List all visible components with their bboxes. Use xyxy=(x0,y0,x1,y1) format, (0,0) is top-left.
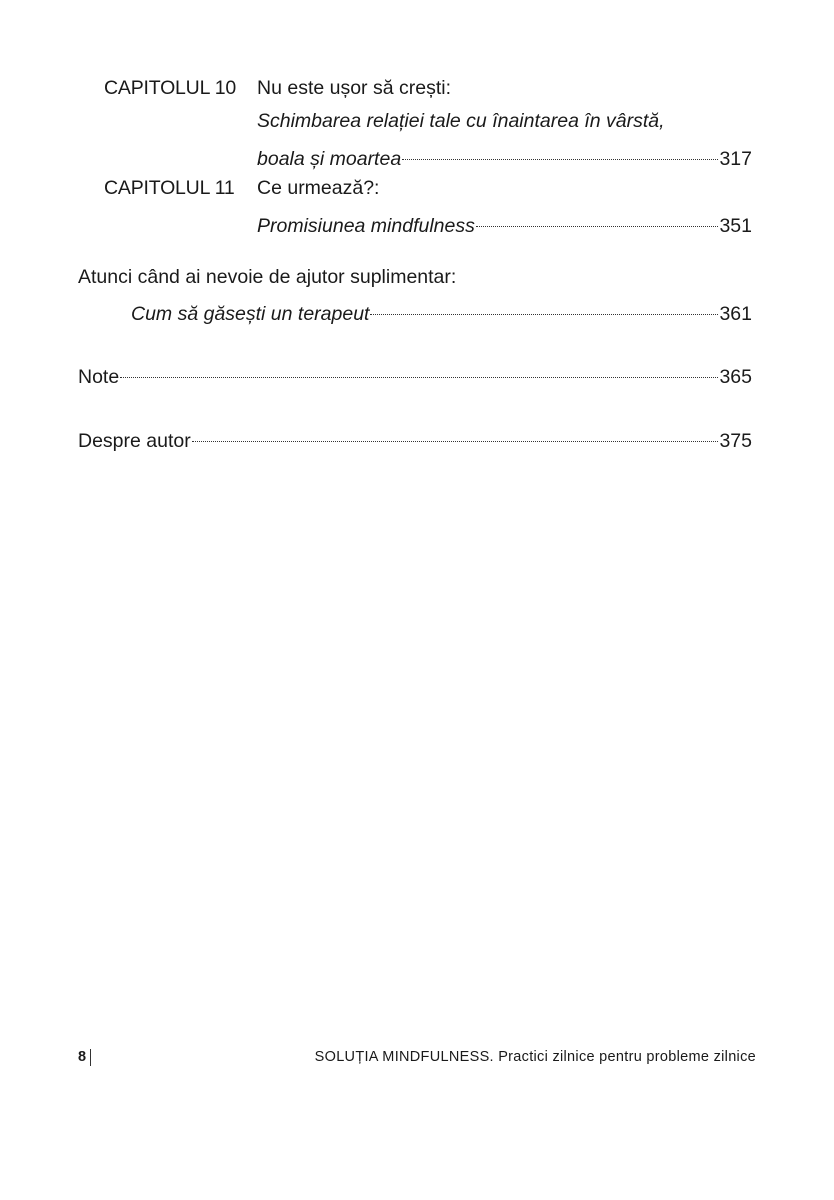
page-number: 351 xyxy=(719,215,752,237)
chapter-title: Ce urmează?: xyxy=(257,177,380,199)
page-number: 317 xyxy=(719,148,752,170)
footer-book-title: SOLUȚIA MINDFULNESS. Practici zilnice pentru probleme zilnice xyxy=(314,1049,756,1065)
chapter-subtitle-line: boala și moartea xyxy=(257,148,402,170)
page-number: 375 xyxy=(719,430,752,452)
toc-entry-notes[interactable] xyxy=(78,359,752,388)
toc-leader-line[interactable] xyxy=(131,296,752,325)
page-number: 361 xyxy=(719,303,752,325)
chapter-label: CAPITOLUL 10 xyxy=(104,77,236,99)
toc-entry-about-author[interactable] xyxy=(78,423,752,452)
dot-leader xyxy=(370,296,718,320)
chapter-title: Nu este ușor să crești: xyxy=(257,77,451,99)
toc-leader-line[interactable] xyxy=(257,208,752,237)
footer-page-number: 8 xyxy=(78,1049,87,1065)
dot-leader xyxy=(192,423,719,447)
chapter-subtitle-line: Schimbarea relației tale cu înaintarea în vârstă, xyxy=(257,110,665,132)
footer-separator xyxy=(90,1049,91,1066)
chapter-label: CAPITOLUL 11 xyxy=(104,177,235,199)
help-subtitle: Cum să găsești un terapeut xyxy=(131,303,370,325)
notes-title: Note xyxy=(78,366,120,388)
page-number: 365 xyxy=(719,366,752,388)
chapter-subtitle: Promisiunea mindfulness xyxy=(257,215,475,237)
toc-leader-line[interactable] xyxy=(257,141,752,170)
dot-leader xyxy=(120,359,718,383)
dot-leader xyxy=(476,208,719,232)
dot-leader xyxy=(402,141,718,165)
about-author-title: Despre autor xyxy=(78,430,191,452)
toc-entry-help-title: Atunci când ai nevoie de ajutor suplimentar: xyxy=(78,266,457,288)
